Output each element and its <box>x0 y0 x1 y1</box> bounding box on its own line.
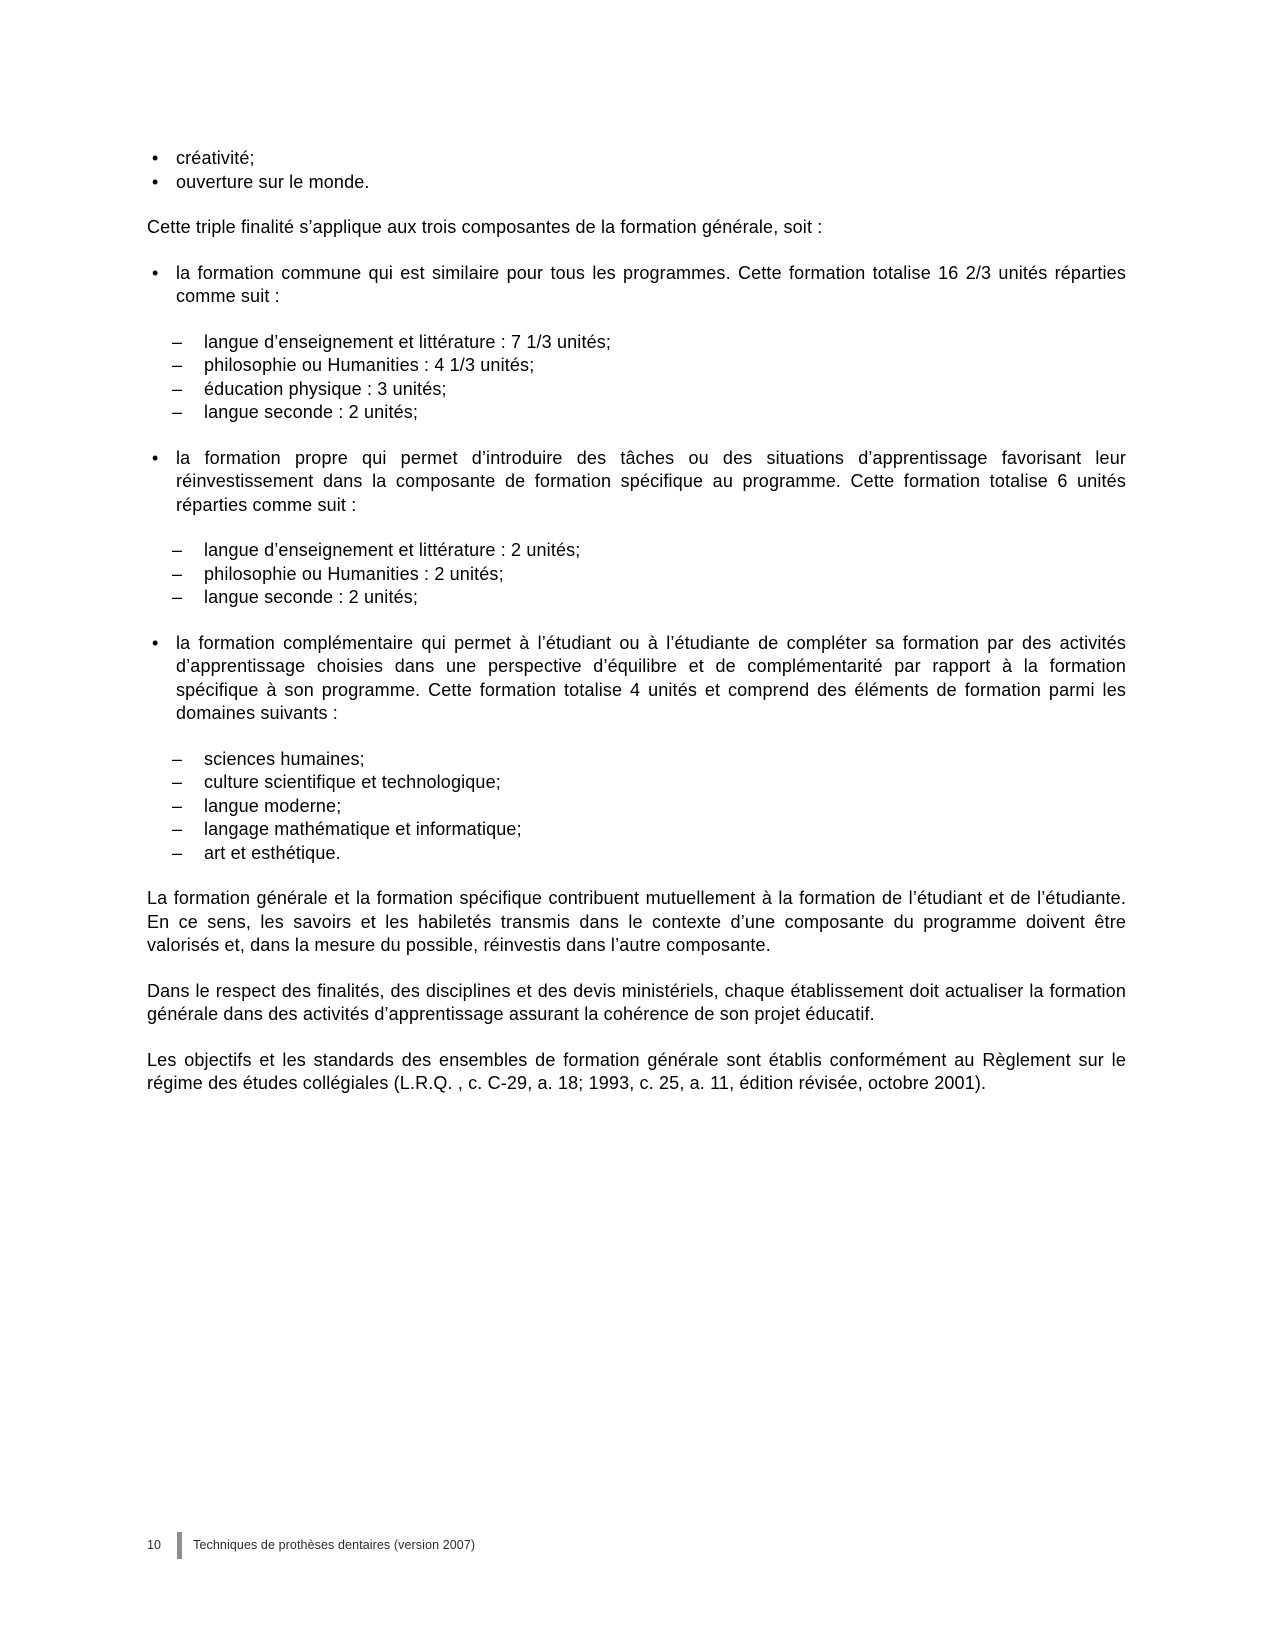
sub-item-text: langue d’enseignement et littérature : 7 1/3 unités; <box>204 331 612 352</box>
body-paragraph: Les objectifs et les standards des ensembles de formation générale sont établis conformément au Règlement sur le régime des études collégiales (L.R.Q. , c. C-29, a. 18; 1993, c. 25, a. 11, édition révisée, octobre 2001). <box>147 1049 1126 1093</box>
document-title: Techniques de prothèses dentaires (version 2007) <box>193 1538 476 1552</box>
top-bullet-list <box>147 147 1126 194</box>
list-item <box>147 586 1126 610</box>
bullet-icon: • <box>152 447 159 468</box>
list-item <box>147 147 1126 171</box>
list-item <box>147 331 1126 355</box>
bullet-icon: • <box>152 148 159 168</box>
body-paragraph: La formation générale et la formation spécifique contribuent mutuellement à la formation de l’étudiant et de l’étudiante. En ce sens, les savoirs et les habiletés transmis dans le contexte d’une composante du programme doivent être valorisés et, dans la mesure du possible, réinvestis dans l’autre composante. <box>147 888 1126 955</box>
page-footer <box>147 1532 475 1559</box>
list-item <box>147 795 1126 819</box>
dash-icon: – <box>172 587 183 607</box>
footer-separator <box>177 1532 182 1559</box>
sub-item-text: philosophie ou Humanities : 2 unités; <box>204 563 504 584</box>
bullet-lead-text: la formation propre qui permet d’introduire des tâches ou des situations d’apprentissage favorisant leur réinvestissement dans la composante de formation spécifique au programme. Cette formation totalise 6 unités réparties comme suit : <box>176 447 1126 515</box>
dash-icon: – <box>172 355 183 375</box>
list-item-text: créativité; <box>176 148 255 168</box>
sub-item-text: langue seconde : 2 unités; <box>204 587 419 607</box>
list-item <box>147 539 1126 563</box>
dash-icon: – <box>172 331 183 352</box>
dash-icon: – <box>172 563 183 584</box>
dash-icon: – <box>172 402 183 422</box>
sub-list <box>147 748 1126 866</box>
sub-item-text: philosophie ou Humanities : 4 1/3 unités; <box>204 355 535 375</box>
sub-list <box>147 539 1126 610</box>
dash-icon: – <box>172 795 183 816</box>
list-item <box>147 171 1126 195</box>
dash-icon: – <box>172 748 183 769</box>
sub-item-text: culture scientifique et technologique; <box>204 772 501 792</box>
dash-icon: – <box>172 378 183 399</box>
dash-icon: – <box>172 540 183 560</box>
bullet-lead-text: la formation complémentaire qui permet à l’étudiant ou à l’étudiante de compléter sa formation par des activités d’apprentissage choisies dans une perspective d’équilibre et de complémentarité par rapport à la formation spécifique à son programme. Cette formation totalise 4 unités et comprend des éléments de formation parmi les domaines suivants : <box>176 632 1126 723</box>
sub-item-text: langue moderne; <box>204 795 342 816</box>
page-content <box>147 147 1126 1118</box>
bullet-section-lead <box>147 447 1126 518</box>
list-item <box>147 771 1126 795</box>
sub-item-text: langue d’enseignement et littérature : 2 unités; <box>204 540 581 560</box>
sub-item-text: sciences humaines; <box>204 748 365 769</box>
sub-list <box>147 331 1126 425</box>
list-item <box>147 401 1126 425</box>
sub-item-text: langage mathématique et informatique; <box>204 819 522 839</box>
list-item-text: ouverture sur le monde. <box>176 171 370 192</box>
list-item <box>147 563 1126 587</box>
bullet-lead-text: la formation commune qui est similaire pour tous les programmes. Cette formation totalise 16 2/3 unités réparties comme suit : <box>176 262 1126 306</box>
bullet-icon: • <box>152 171 159 192</box>
sub-item-text: art et esthétique. <box>204 842 341 863</box>
list-item <box>147 842 1126 866</box>
bullet-icon: • <box>152 632 159 653</box>
list-item <box>147 818 1126 842</box>
bullet-icon: • <box>152 262 159 283</box>
intro-paragraph: Cette triple finalité s’applique aux trois composantes de la formation générale, soit : <box>147 217 823 237</box>
sub-item-text: éducation physique : 3 unités; <box>204 378 447 399</box>
dash-icon: – <box>172 772 183 792</box>
dash-icon: – <box>172 842 183 863</box>
page-number: 10 <box>147 1538 162 1552</box>
dash-icon: – <box>172 819 183 839</box>
sub-item-text: langue seconde : 2 unités; <box>204 402 419 422</box>
list-item <box>147 354 1126 378</box>
list-item <box>147 748 1126 772</box>
body-paragraph: Dans le respect des finalités, des disciplines et des devis ministériels, chaque établissement doit actualiser la formation générale dans des activités d’apprentissage assurant la cohérence de son projet éducatif. <box>147 980 1126 1024</box>
list-item <box>147 378 1126 402</box>
bullet-section-lead <box>147 262 1126 309</box>
bullet-section-lead <box>147 632 1126 726</box>
